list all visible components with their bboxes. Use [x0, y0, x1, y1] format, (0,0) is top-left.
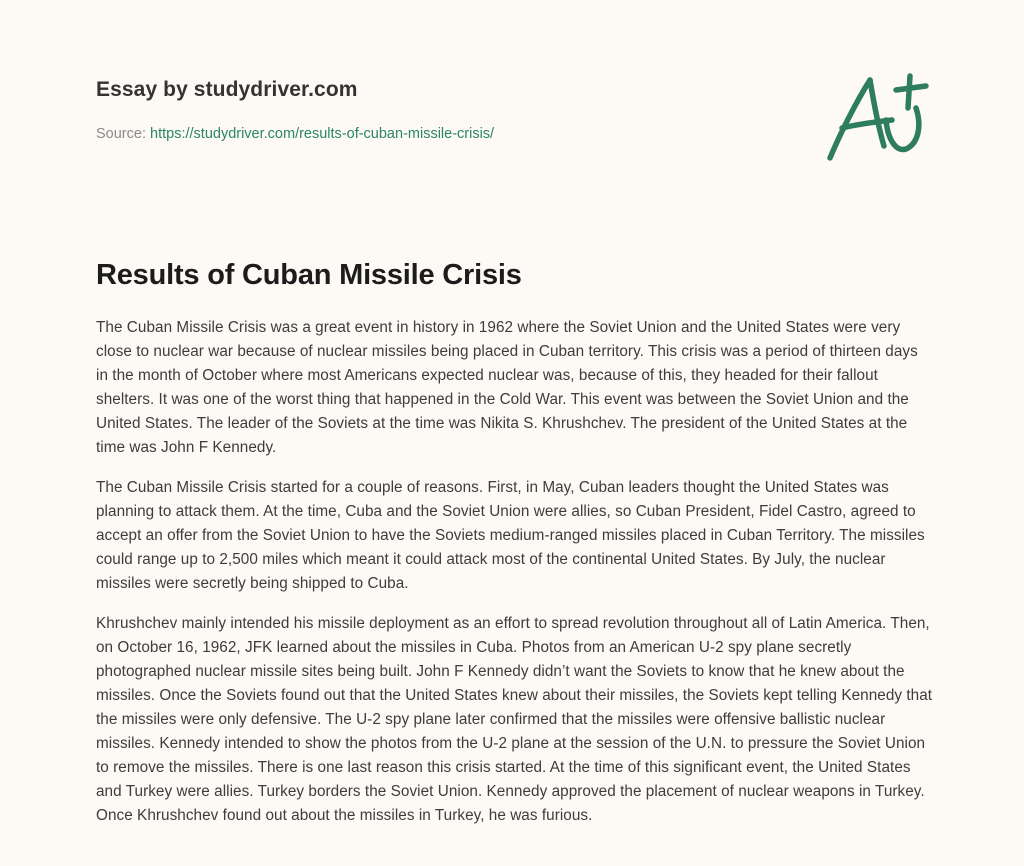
paragraph-3: Khrushchev mainly intended his missile deployment as an effort to spread revolution throughout all of Latin America. Then, on October 16, 1962, JFK learned about the missiles in Cuba. Photos from an American U-2 spy plane secretly photographed nuclear missile sites being built. John F Kennedy didn’t want the Soviets to know that he knew about the missiles. Once the Soviets found out that the United States knew about their missiles, the Soviets kept telling Kennedy that the missiles were only defensive. The U-2 spy plane later confirmed that the missiles were offensive ballistic nuclear missiles. Kennedy intended to show the photos from the U-2 plane at the session of the U.N. to pressure the Soviet Union to remove the missiles. There is one last reason this crisis started. At the time of this significant event, the United States and Turkey were allies. Turkey borders the Soviet Union. Kennedy approved the placement of nuclear weapons in Turkey. Once Khrushchev found out about the missiles in Turkey, he was furious. [96, 615, 933, 824]
brand-title: Essay by studydriver.com [96, 78, 358, 101]
paragraph-1: The Cuban Missile Crisis was a great event in history in 1962 where the Soviet Union and the United States were very close to nuclear war because of nuclear missiles being placed in Cuban territory. This crisis was a period of thirteen days in the month of October where most Americans expected nuclear was, because of this, they headed for their fallout shelters. It was one of the worst thing that happened in the Cold War. This event was between the Soviet Union and the United States. The leader of the Soviets at the time was Nikita S. Khrushchev. The president of the United States at the time was John F Kennedy. [96, 319, 918, 456]
article-title: Results of Cuban Missile Crisis [96, 259, 522, 291]
article-body [96, 316, 934, 844]
source-link[interactable]: https://studydriver.com/results-of-cuban-missile-crisis/ [150, 126, 495, 142]
source-line [96, 124, 494, 144]
paragraph-2: The Cuban Missile Crisis started for a couple of reasons. First, in May, Cuban leaders thought the United States was planning to attack them. At the time, Cuba and the Soviet Union were allies, so Cuban President, Fidel Castro, agreed to accept an offer from the Soviet Union to have the Soviets medium-ranged missiles placed in Cuban Territory. The missiles could range up to 2,500 miles which meant it could attack most of the continental United States. By July, the nuclear missiles were secretly being shipped to Cuba. [96, 479, 925, 592]
essay-header [96, 76, 494, 144]
source-label: Source: [96, 126, 146, 142]
a-plus-grade-icon [818, 64, 934, 168]
